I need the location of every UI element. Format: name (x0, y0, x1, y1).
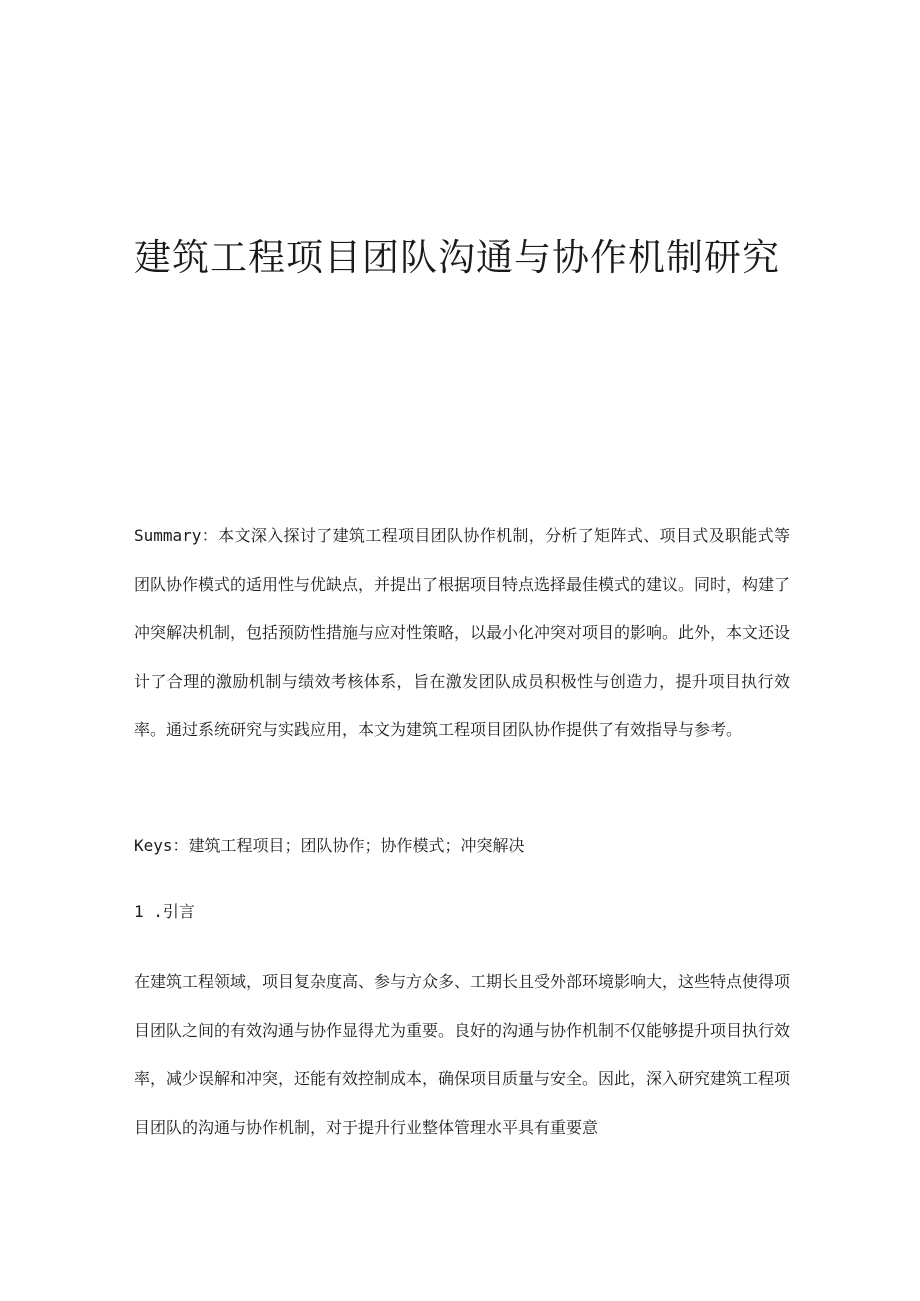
document-title: 建筑工程项目团队沟通与协作机制研究 (134, 236, 780, 279)
intro-paragraph: 在建筑工程领域，项目复杂度高、参与方众多、工期长且受外部环境影响大，这些特点使得项目团队之间的有效沟通与协作显得尤为重要。良好的沟通与协作机制不仅能够提升项目执行效率，减少误解和冲突，还能有效控制成本，确保项目质量与安全。因此，深入研究建筑工程项目团队的沟通与协作机制，对于提升行业整体管理水平具有重要意 (134, 972, 791, 1137)
summary-label: Summary： (134, 526, 219, 545)
section-heading: 1 .引言 (134, 902, 195, 921)
summary-text: 本文深入探讨了建筑工程项目团队协作机制，分析了矩阵式、项目式及职能式等团队协作模式的适用性与优缺点，并提出了根据项目特点选择最佳模式的建议。同时，构建了冲突解决机制，包括预防性措施与应对性策略，以最小化冲突对项目的影响。此外，本文还设计了合理的激励机制与绩效考核体系，旨在激发团队成员积极性与创造力，提升项目执行效率。通过系统研究与实践应用，本文为建筑工程项目团队协作提供了有效指导与参考。 (134, 526, 791, 739)
summary-paragraph (134, 512, 790, 755)
keywords-paragraph (134, 822, 790, 871)
keywords-text: 建筑工程项目；团队协作；协作模式；冲突解决 (188, 836, 525, 855)
keywords-label: Keys： (134, 836, 189, 855)
